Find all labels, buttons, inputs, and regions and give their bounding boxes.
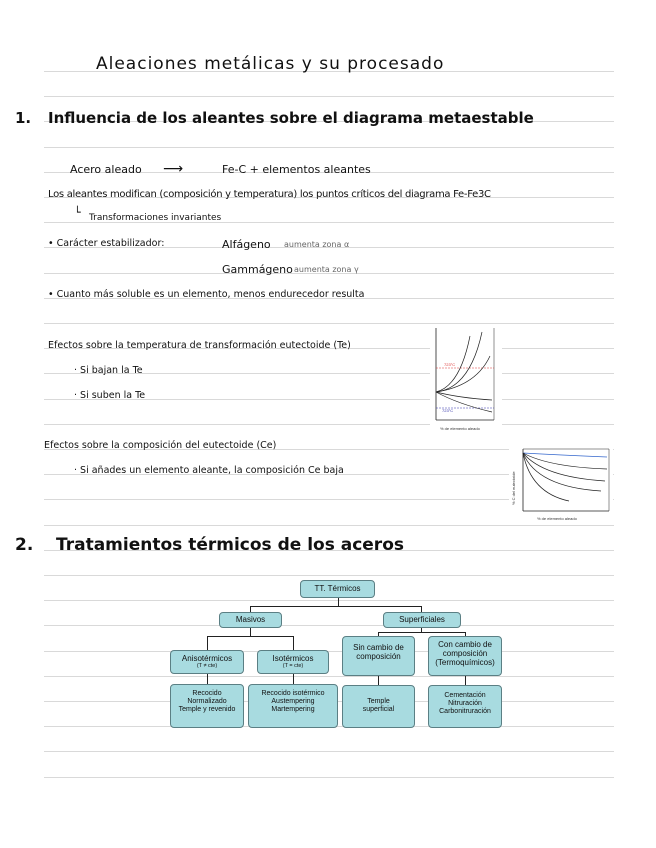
notebook-line [44, 147, 614, 148]
tree-connector [378, 632, 465, 633]
te-graph-value-upper: 723°C [444, 362, 456, 367]
tree-connector [338, 598, 339, 606]
page-title: Aleaciones metálicas y su procesado [96, 54, 445, 74]
soluble-line: • Cuanto más soluble es un elemento, menos endurecedor resulta [48, 289, 365, 300]
te-bajan: · Si bajan la Te [74, 365, 143, 376]
te-graph [430, 326, 502, 434]
tree-connector [207, 636, 208, 650]
leaf-sin-cambio-box [342, 685, 415, 728]
efectos-te-heading: Efectos sobre la temperatura de transformación eutectoide (Te) [48, 340, 351, 351]
tree-root-box [300, 580, 375, 598]
tree-root-label: TT. Térmicos [314, 584, 361, 593]
superficiales-box [383, 612, 461, 628]
notebook-line [44, 96, 614, 97]
leaf-isotermicos-item: Martempering [271, 706, 315, 714]
tree-connector [250, 628, 251, 636]
efectos-ce-heading: Efectos sobre la composición del eutectoide (Ce) [44, 440, 277, 451]
leaf-isotermicos-box [248, 684, 338, 728]
notebook-line [44, 323, 614, 324]
anisotermicos-label: Anisotérmicos [181, 654, 233, 663]
te-graph-value-lower: 723°C [442, 408, 454, 413]
transformaciones-label: Transformaciones invariantes [89, 213, 222, 223]
sin-cambio-label: Sin cambio de composición [353, 643, 404, 662]
ce-graph-xlabel: % de elemento aleado [537, 516, 577, 521]
notebook-line [44, 575, 614, 576]
tree-connector [207, 674, 208, 684]
alfageno-label: Alfágeno [222, 238, 271, 251]
isotermicos-label: Isotérmicos [272, 654, 314, 663]
ce-graph [509, 445, 613, 523]
leaf-con-cambio-item: Cementación [444, 692, 486, 699]
section-1-heading: Influencia de los aleantes sobre el diagrama metaestable [48, 109, 534, 127]
anisotermicos-box [170, 650, 244, 674]
tree-connector [250, 606, 422, 607]
alfageno-note: aumenta zona α [284, 240, 350, 249]
leaf-anisotermicos-item: Temple y revenido [178, 706, 236, 714]
masivos-label: Masivos [235, 615, 266, 624]
leaf-anisotermicos-item: Recocido [192, 690, 222, 697]
section-2-number: 2. [15, 535, 34, 555]
te-graph-xlabel: % de elemento aleado [440, 426, 480, 431]
tree-connector [293, 674, 294, 684]
isotermicos-sub: (T = cte) [282, 663, 304, 670]
notebook-line [44, 525, 614, 526]
gammageno-label: Gammágeno [222, 263, 293, 276]
superficiales-label: Superficiales [399, 615, 445, 624]
notebook-line [44, 600, 614, 601]
notebook-line [44, 424, 614, 425]
section-2-heading: Tratamientos térmicos de los aceros [56, 535, 404, 555]
notebook-line [44, 777, 614, 778]
aleantes-line: Los aleantes modifican (composición y temperatura) los puntos críticos del diagrama Fe-Fe3C [48, 189, 491, 200]
tree-connector [378, 676, 379, 685]
arrow-icon: ⟶ [163, 161, 184, 177]
ce-graph-ylabel: % C del eutectoide [511, 471, 516, 505]
leaf-sin-cambio-item: Temple superficial [362, 698, 395, 714]
leaf-isotermicos-item: Recocido isotérmico [261, 690, 325, 697]
tree-connector [293, 636, 294, 650]
tree-connector [465, 676, 466, 685]
con-cambio-box [428, 636, 502, 676]
section-1-number: 1. [15, 109, 32, 127]
leaf-anisotermicos-box [170, 684, 244, 728]
leaf-anisotermicos-item: Normalizado [187, 698, 227, 706]
leaf-isotermicos-item: Austempering [271, 698, 315, 706]
leaf-con-cambio-box [428, 685, 502, 728]
acero-definition: Fe-C + elementos aleantes [222, 163, 371, 176]
leaf-con-cambio-item: Nitruración [448, 700, 482, 708]
masivos-box [219, 612, 282, 628]
corner-arrow-icon: └ [74, 206, 81, 219]
notebook-line [44, 751, 614, 752]
te-suben: · Si suben la Te [74, 390, 146, 401]
isotermicos-box [257, 650, 329, 674]
acero-label: Acero aleado [70, 163, 142, 176]
gammageno-note: aumenta zona γ [294, 265, 359, 274]
leaf-con-cambio-item: Carbonitruración [439, 708, 491, 716]
con-cambio-label: Con cambio de composición (Termoquímicos) [435, 640, 495, 668]
caracter-label: • Carácter estabilizador: [48, 238, 165, 249]
notebook-line [44, 625, 614, 626]
anisotermicos-sub: (T ≠ cte) [196, 663, 218, 670]
tree-connector [207, 636, 294, 637]
notebook-line [44, 676, 614, 677]
sin-cambio-box [342, 636, 415, 676]
notebook-line [44, 651, 614, 652]
ce-line: · Si añades un elemento aleante, la composición Ce baja [74, 465, 344, 476]
